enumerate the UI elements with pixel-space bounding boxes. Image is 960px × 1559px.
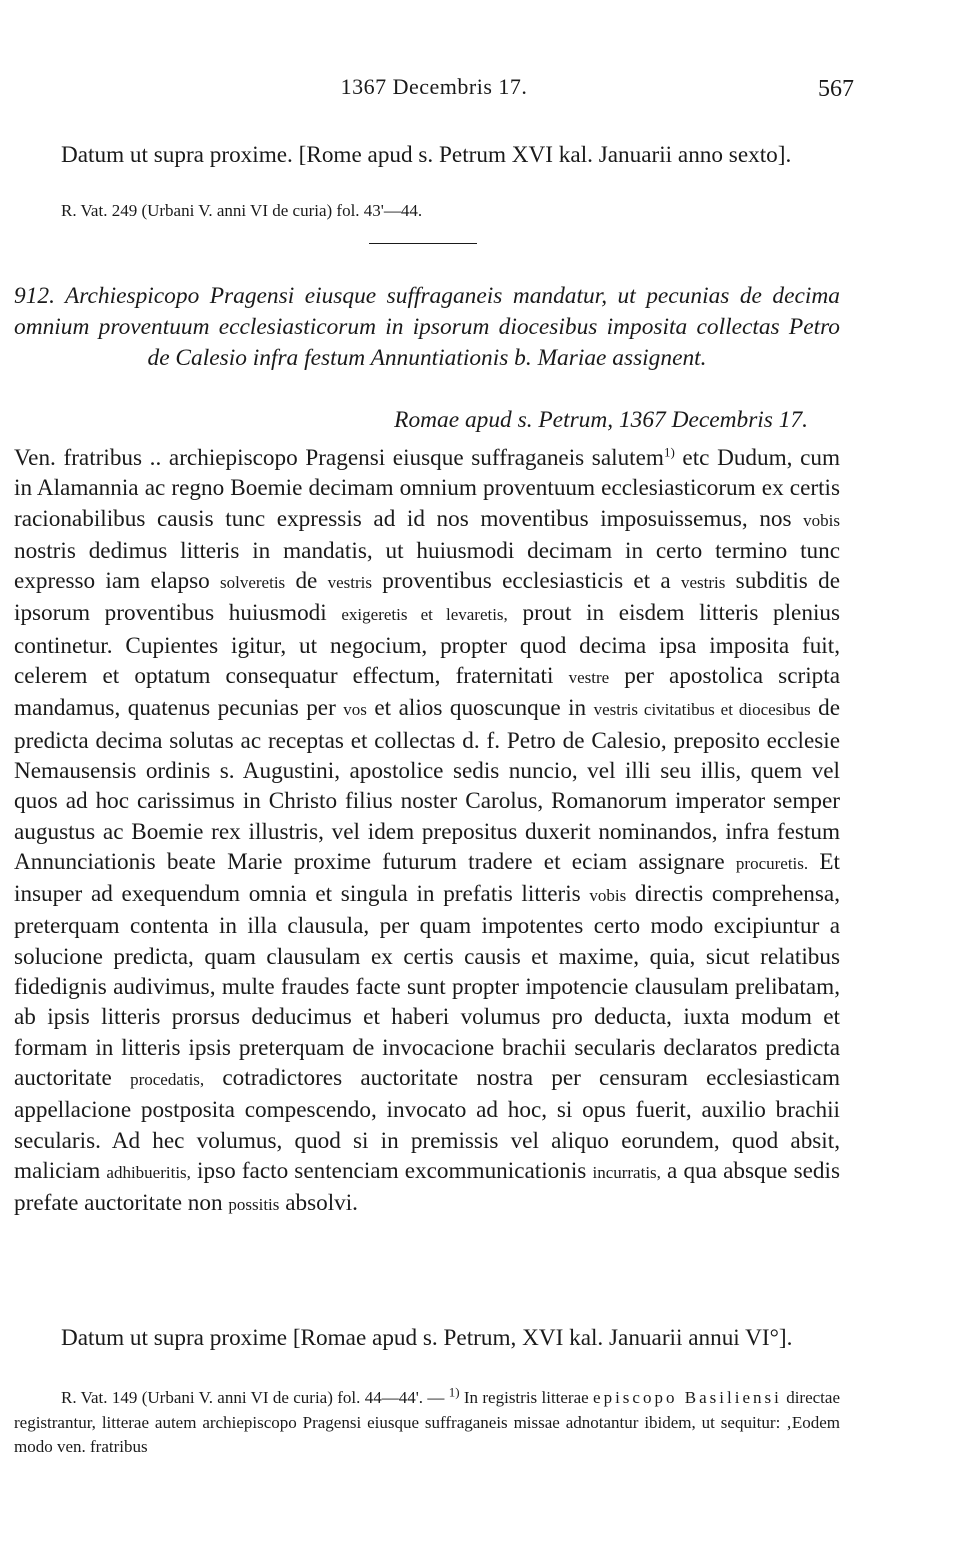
body-text: directis comprehensa, preterquam contenta in illa clausula, per quam impotentes certo modo excipiuntur a solucione predicta, quam clausulam ex certis causis et maxime, quia, sicut relatibus fidedignis audivimus, multe fraudes facte sunt propter impotencie clausulam prelibatam, ab ipsis litteris prorsus deducimus et haberi volumus pro deducta, iuxta modum et formam in litteris ipsis preterquam de invocacione brachii secularis declaratos predicta auctoritate: [14, 881, 840, 1091]
body-text-small: possitis: [228, 1195, 280, 1215]
body-text: de predicta decima solutas ac receptas et collectas d. f. Petro de Calesio, preposito ecclesie Nemausensis ordinis s. Augustini, apostolice sedis nuncio, vel illi seu illis, quem vel quos ad hoc carissimus in Christo filius noster Carolus, Romanorum imperator semper augustus ac Boemie rex illustris, vel idem prepositus duxerit nominandos, infra festum Annunciationis beate Marie proxime futurum tradere et eciam assignare: [14, 695, 840, 875]
section-divider: [369, 243, 477, 244]
body-text: etc Dudum, cum in Alamannia ac regno Boemie decimam omnium proventuum ecclesiasticorum ex certis racionabilibus causis tunc expressis ad id nos moventibus imposuissemus, nos: [14, 445, 841, 532]
page-header: [14, 74, 854, 104]
body-text-small: adhibueritis,: [106, 1162, 191, 1182]
body-text-small: vobis: [589, 886, 627, 906]
entry-dateline: Romae apud s. Petrum, 1367 Decembris 17.: [394, 407, 808, 433]
body-text: ipso facto sentenciam excommunicationis: [190, 1157, 593, 1184]
entry-dating: Datum ut supra proxime [Romae apud s. Petrum, XVI kal. Januarii annui VI°].: [61, 1325, 793, 1351]
body-text: absolvi.: [279, 1190, 358, 1217]
body-text: per apostolica scripta mandamus, quatenus pecunias per: [14, 663, 840, 722]
body-text-small: vestris: [327, 573, 373, 593]
body-text-small: solveretis: [220, 573, 286, 593]
body-text-small: vobis: [803, 510, 840, 530]
footnote: [14, 1386, 840, 1460]
body-text: Ven. fratribus .. archiepiscopo Pragensi eiusque suffraganeis salutem: [14, 445, 664, 471]
entry-body: [14, 443, 840, 1220]
footnote-source: R. Vat. 149 (Urbani V. anni VI de curia) fol. 44—44'. —: [61, 1388, 449, 1407]
body-text: proventibus ecclesiasticis et a: [372, 568, 681, 595]
body-text-small: vestre: [568, 668, 610, 688]
body-text: cotradictores auctoritate nostra per censuram ecclesiasticam appellacione postposita compescendo, invocato ad hoc, si opus fuerit, auxilio brachii secularis. Ad hec volumus, quod si in premissis vel aliquo eorundem, quod absit, maliciam: [14, 1064, 840, 1184]
footnote-note: In registris litterae: [459, 1388, 594, 1407]
entry-summary: [14, 281, 840, 373]
body-text: prout in eisdem litteris plenius continetur. Cupientes igitur, ut negocium, propter quod decima ipsa imposita fuit, celerem et optatum consequatur effectum, fraternitati: [14, 600, 841, 690]
body-text: de: [285, 568, 328, 595]
body-text-small: procuretis.: [735, 853, 809, 873]
footnote-note: directae registrantur, litterae autem archiepiscopo Pragensi eiusque suffraganeis missae adnotantur ibidem, ut sequitur: ‚Eodem modo ven. fratribus: [14, 1388, 840, 1456]
body-text-small: incurratis,: [592, 1162, 661, 1182]
body-text: a qua absque sedis prefate auctoritate non: [14, 1157, 840, 1217]
body-text: Et insuper ad exequendum omnia et singula in prefatis litteris: [14, 848, 840, 908]
body-text: nostris dedimus litteris in mandatis, ut huiusmodi decimam in certo termino tunc expresso iam elapso: [14, 537, 840, 595]
footnote-text: [14, 1386, 840, 1460]
previous-entry-source: R. Vat. 249 (Urbani V. anni VI de curia) fol. 43'—44.: [61, 201, 423, 220]
body-text-small: procedatis,: [130, 1069, 205, 1089]
body-text-small: vos: [343, 700, 367, 720]
body-text: subditis de ipsorum proventibus huiusmodi: [14, 568, 841, 627]
footnote-marker: 1): [448, 1384, 460, 1400]
running-head: 1367 Decembris 17.: [340, 74, 528, 99]
body-text-small: vestris: [681, 573, 726, 593]
entry-summary-text: Archiespicopo Pragensi eiusque suffraganeis mandatur, ut pecunias de decima omnium proventuum ecclesiasticorum in ipsorum diocesibus imposita collectas Petro de Calesio infra festum Annuntiationis b. Mariae assignent.: [14, 283, 840, 371]
page-number: 567: [818, 76, 854, 102]
entry-number: 912.: [14, 283, 55, 309]
body-text-small: exigeretis et levaretis,: [341, 605, 508, 625]
body-text-small: vestris civitatibus et diocesibus: [593, 700, 811, 720]
footnote-spaced-text: episcopo Basiliensi: [593, 1388, 782, 1407]
previous-entry-dating: Datum ut supra proxime. [Rome apud s. Petrum XVI kal. Januarii anno sexto].: [61, 142, 792, 168]
body-text: et alios quoscunque in: [366, 695, 594, 722]
footnote-marker: 1): [663, 444, 675, 460]
